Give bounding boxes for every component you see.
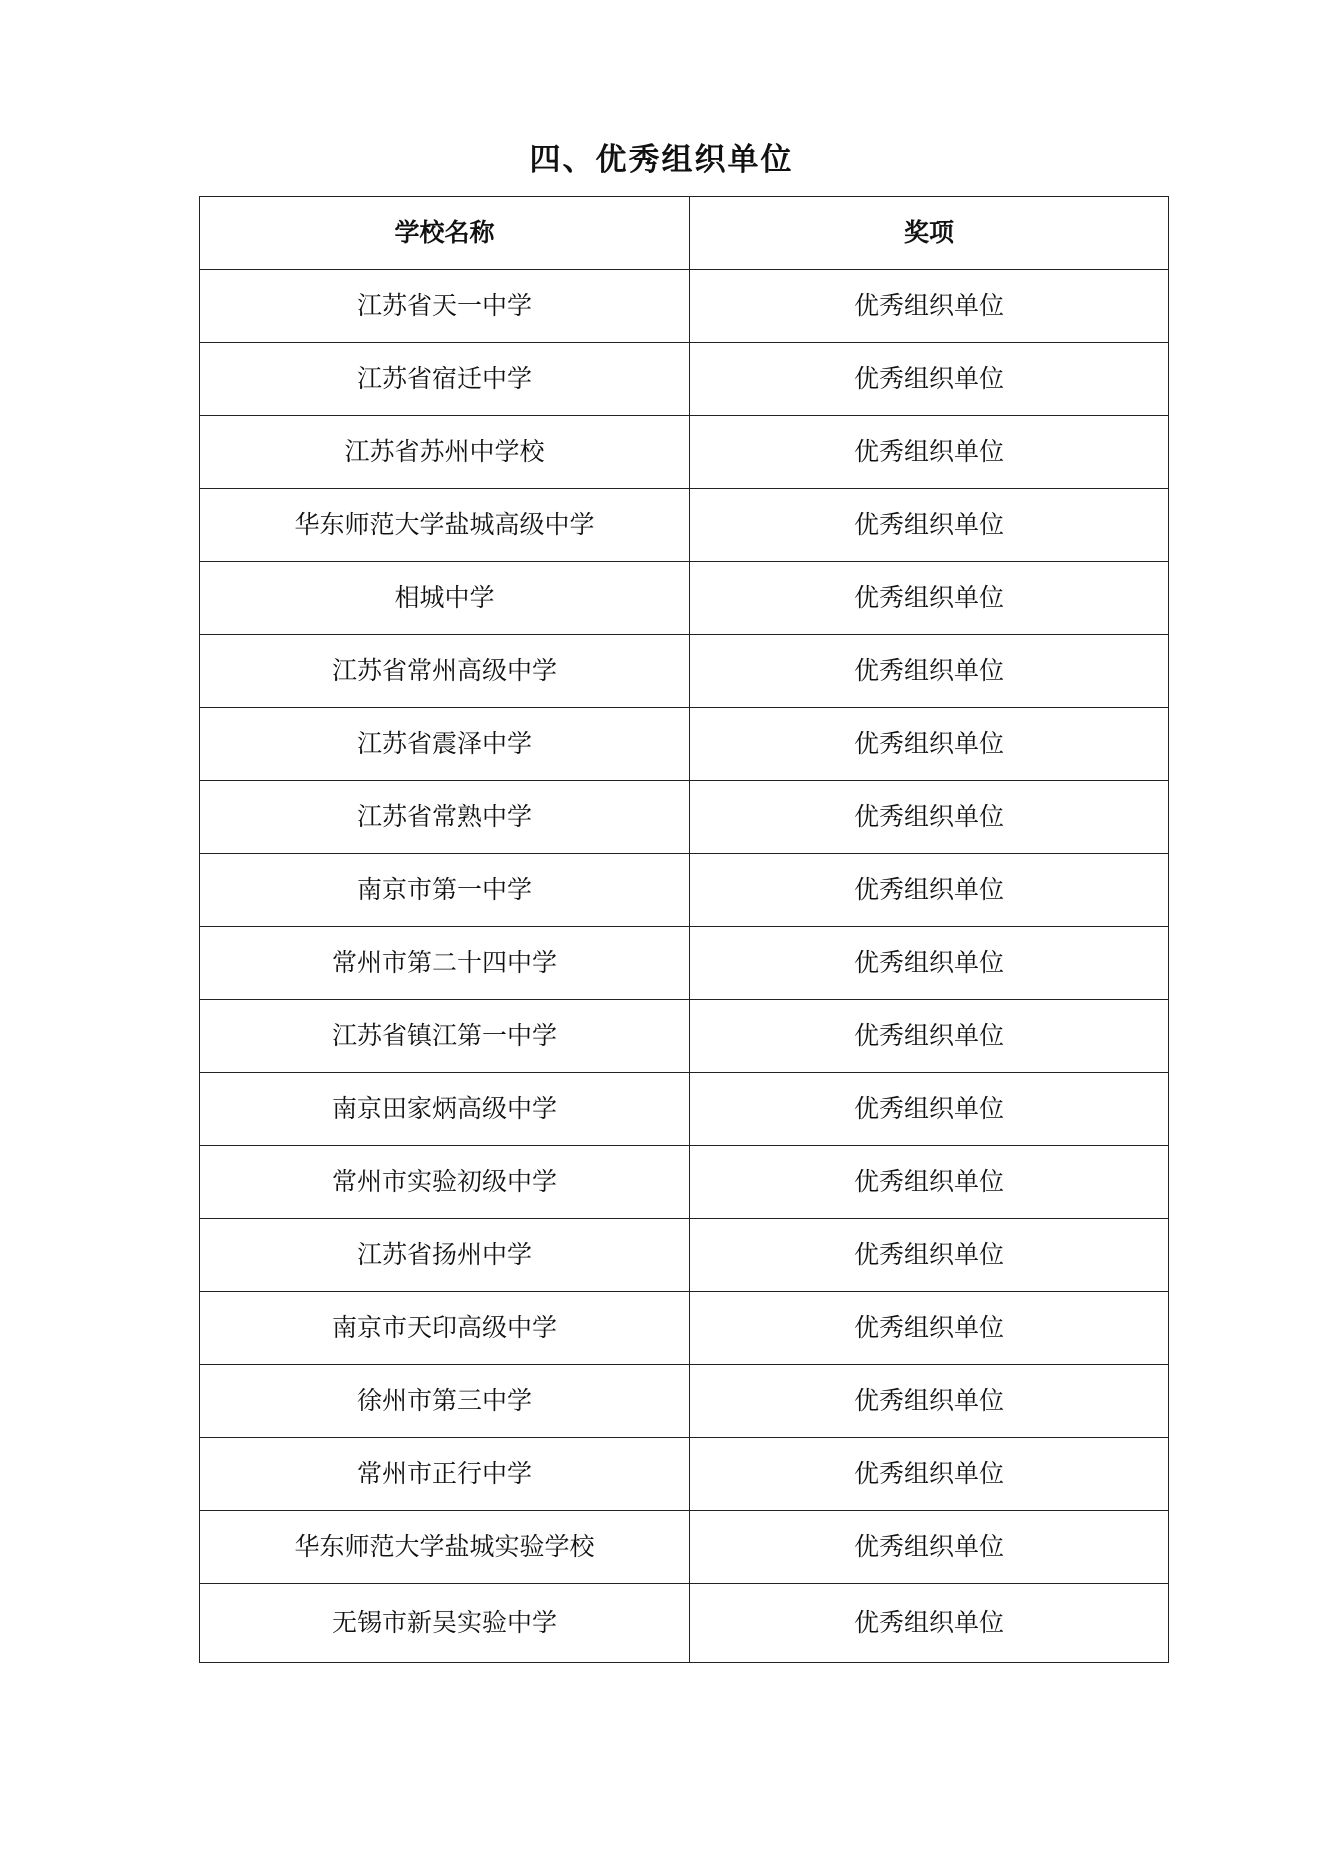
table-row <box>200 416 1169 489</box>
table-row <box>200 854 1169 927</box>
header-award: 奖项 <box>690 197 1169 270</box>
school-name-cell: 常州市正行中学 <box>200 1438 690 1511</box>
award-cell: 优秀组织单位 <box>690 1073 1169 1146</box>
award-cell: 优秀组织单位 <box>690 708 1169 781</box>
award-cell: 优秀组织单位 <box>690 489 1169 562</box>
table-row <box>200 1073 1169 1146</box>
page-title: 四、优秀组织单位 <box>529 142 794 178</box>
school-name-cell: 常州市第二十四中学 <box>200 927 690 1000</box>
school-name-cell: 江苏省苏州中学校 <box>200 416 690 489</box>
school-name-cell: 华东师范大学盐城高级中学 <box>200 489 690 562</box>
award-cell: 优秀组织单位 <box>690 1292 1169 1365</box>
award-cell: 优秀组织单位 <box>690 1146 1169 1219</box>
award-cell: 优秀组织单位 <box>690 1365 1169 1438</box>
table-header-row <box>200 197 1169 270</box>
award-cell: 优秀组织单位 <box>690 270 1169 343</box>
table-row <box>200 1365 1169 1438</box>
school-name-cell: 江苏省镇江第一中学 <box>200 1000 690 1073</box>
school-name-cell: 徐州市第三中学 <box>200 1365 690 1438</box>
award-cell: 优秀组织单位 <box>690 416 1169 489</box>
award-cell: 优秀组织单位 <box>690 1219 1169 1292</box>
table-row <box>200 1146 1169 1219</box>
table-row <box>200 1219 1169 1292</box>
table-body <box>200 270 1169 1663</box>
table-row <box>200 1292 1169 1365</box>
table-row <box>200 1584 1169 1663</box>
award-cell: 优秀组织单位 <box>690 635 1169 708</box>
school-name-cell: 江苏省扬州中学 <box>200 1219 690 1292</box>
award-cell: 优秀组织单位 <box>690 1584 1169 1663</box>
header-school-name: 学校名称 <box>200 197 690 270</box>
award-cell: 优秀组织单位 <box>690 1438 1169 1511</box>
table-row <box>200 343 1169 416</box>
school-name-cell: 南京市天印高级中学 <box>200 1292 690 1365</box>
table-row <box>200 1000 1169 1073</box>
table-row <box>200 489 1169 562</box>
school-name-cell: 江苏省常熟中学 <box>200 781 690 854</box>
award-cell: 优秀组织单位 <box>690 1000 1169 1073</box>
table-row <box>200 635 1169 708</box>
school-name-cell: 江苏省宿迁中学 <box>200 343 690 416</box>
school-name-cell: 江苏省天一中学 <box>200 270 690 343</box>
table-row <box>200 562 1169 635</box>
award-table <box>199 196 1169 1663</box>
award-cell: 优秀组织单位 <box>690 562 1169 635</box>
school-name-cell: 相城中学 <box>200 562 690 635</box>
table-row <box>200 1511 1169 1584</box>
school-name-cell: 华东师范大学盐城实验学校 <box>200 1511 690 1584</box>
school-name-cell: 常州市实验初级中学 <box>200 1146 690 1219</box>
table-row <box>200 1438 1169 1511</box>
school-name-cell: 南京田家炳高级中学 <box>200 1073 690 1146</box>
school-name-cell: 江苏省常州高级中学 <box>200 635 690 708</box>
table-row <box>200 927 1169 1000</box>
award-cell: 优秀组织单位 <box>690 343 1169 416</box>
school-name-cell: 江苏省震泽中学 <box>200 708 690 781</box>
table-row <box>200 781 1169 854</box>
award-cell: 优秀组织单位 <box>690 1511 1169 1584</box>
award-cell: 优秀组织单位 <box>690 854 1169 927</box>
table-row <box>200 708 1169 781</box>
award-cell: 优秀组织单位 <box>690 781 1169 854</box>
table-row <box>200 270 1169 343</box>
school-name-cell: 南京市第一中学 <box>200 854 690 927</box>
award-cell: 优秀组织单位 <box>690 927 1169 1000</box>
school-name-cell: 无锡市新吴实验中学 <box>200 1584 690 1663</box>
